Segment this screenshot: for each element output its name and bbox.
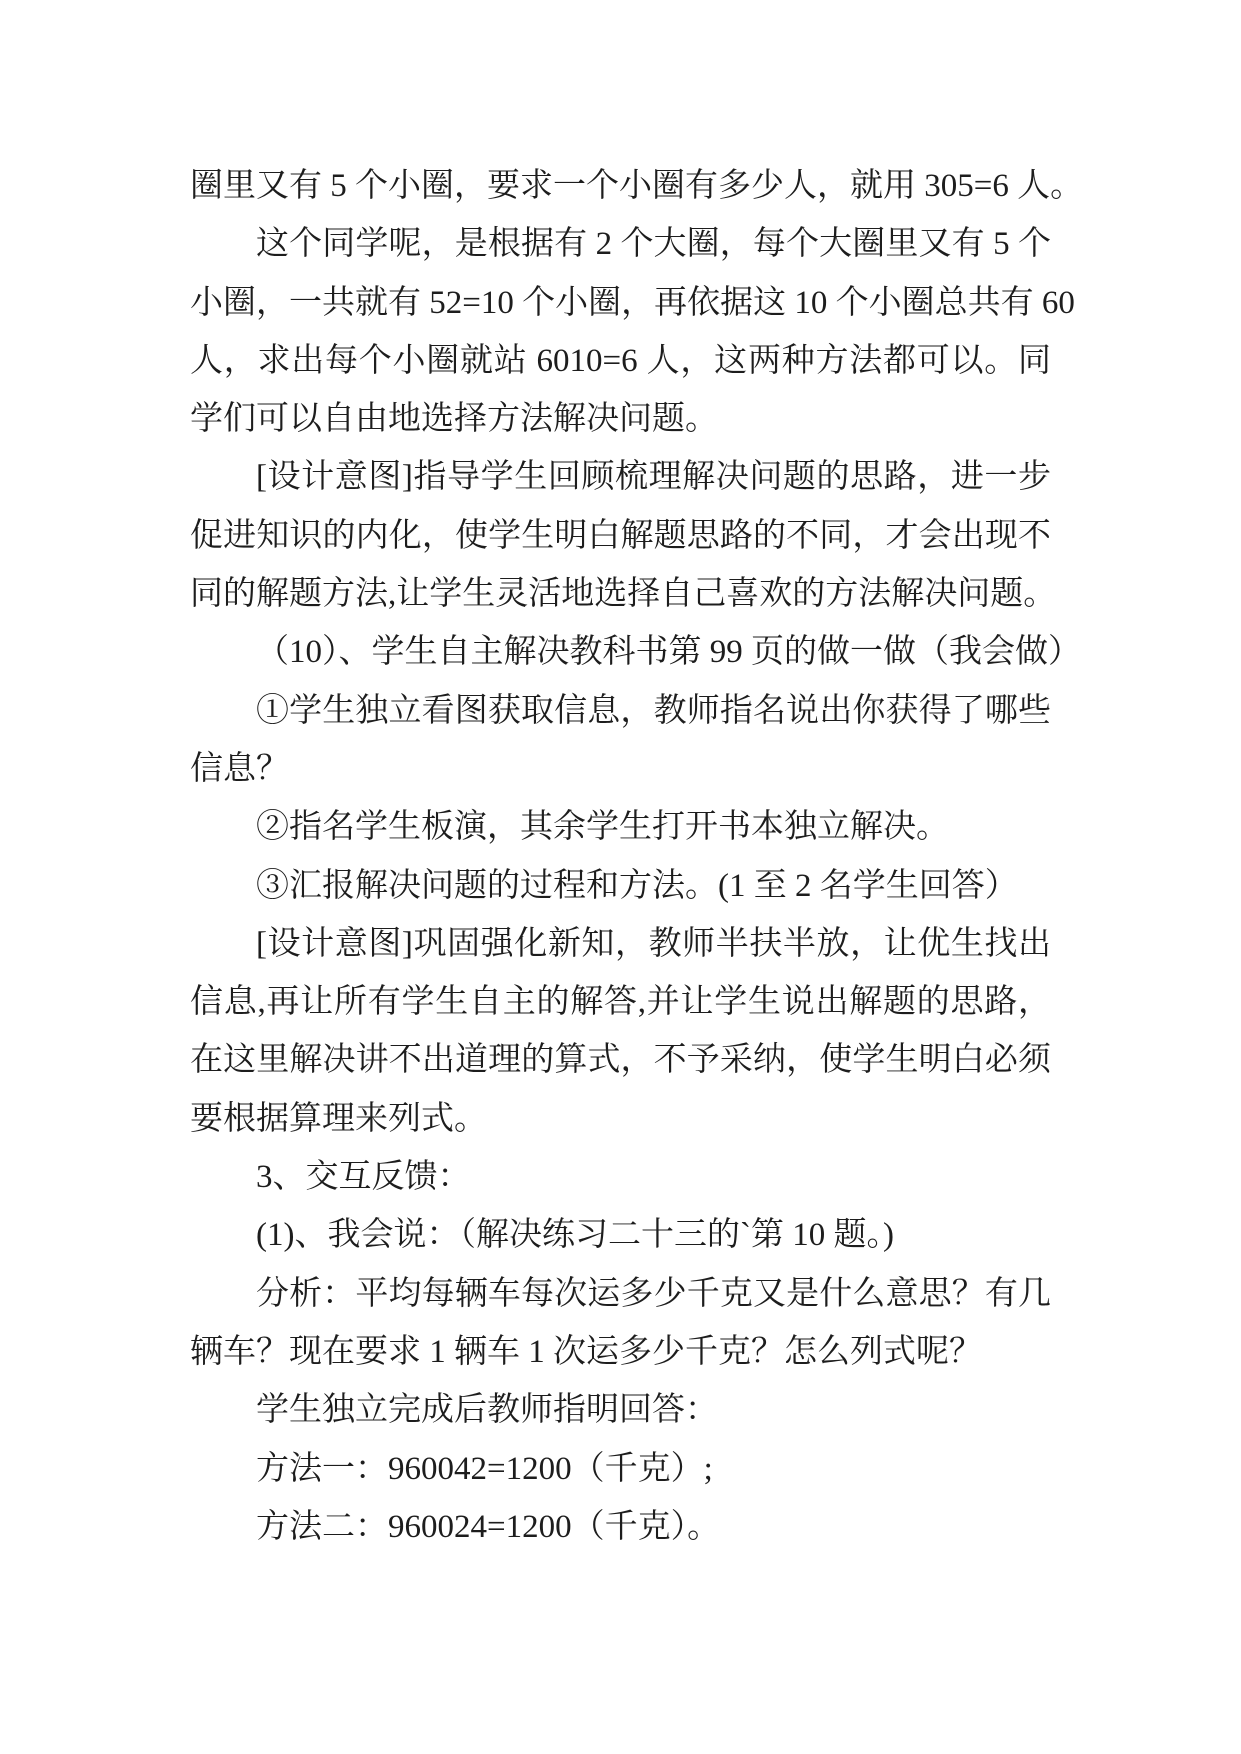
text-line: ②指名学生板演，其余学生打开书本独立解决。 bbox=[256, 809, 949, 846]
text-line: 信息？ bbox=[190, 750, 289, 787]
text-line: （10）、学生自主解决教科书第 99 页的做一做（我会做） bbox=[256, 634, 1081, 671]
text-line: 辆车？现在要求 1 辆车 1 次运多少千克？怎么列式呢？ bbox=[190, 1333, 982, 1370]
text-line: 要根据算理来列式。 bbox=[190, 1100, 487, 1137]
text-line: 分析：平均每辆车每次运多少千克又是什么意思？有几 bbox=[256, 1275, 1051, 1312]
text-line: [设计意图]指导学生回顾梳理解决问题的思路，进一步 bbox=[256, 459, 1051, 496]
text-line: (1)、我会说：（解决练习二十三的`第 10 题。) bbox=[256, 1217, 894, 1254]
text-line: 信息,再让所有学生自主的解答,并让学生说出解题的思路， bbox=[190, 984, 1051, 1021]
text-line: ③汇报解决问题的过程和方法。(1 至 2 名学生回答） bbox=[256, 867, 1018, 904]
text-line: 学生独立完成后教师指明回答： bbox=[256, 1392, 718, 1429]
text-line: 小圈，一共就有 52=10 个小圈，再依据这 10 个小圈总共有 60 bbox=[190, 284, 1075, 321]
text-line: 学们可以自由地选择方法解决问题。 bbox=[190, 401, 718, 438]
text-line: ①学生独立看图获取信息，教师指名说出你获得了哪些 bbox=[256, 692, 1051, 729]
text-line: [设计意图]巩固强化新知，教师半扶半放，让优生找出 bbox=[256, 925, 1051, 962]
text-line: 方法一：960042=1200（千克）; bbox=[256, 1450, 713, 1487]
text-line: 促进知识的内化，使学生明白解题思路的不同，才会出现不 bbox=[190, 517, 1051, 554]
text-line: 人，求出每个小圈就站 6010=6 人，这两种方法都可以。同 bbox=[190, 342, 1051, 379]
text-line: 在这里解决讲不出道理的算式，不予采纳，使学生明白必须 bbox=[190, 1042, 1051, 1079]
text-line: 同的解题方法,让学生灵活地选择自己喜欢的方法解决问题。 bbox=[190, 576, 1057, 613]
text-column bbox=[190, 157, 1084, 1556]
text-line: 3、交互反馈： bbox=[256, 1159, 471, 1196]
text-line: 这个同学呢，是根据有 2 个大圈，每个大圈里又有 5 个 bbox=[256, 226, 1051, 263]
text-line: 方法二：960024=1200（千克）。 bbox=[256, 1508, 721, 1545]
text-line: 圈里又有 5 个小圈，要求一个小圈有多少人，就用 305=6 人。 bbox=[190, 168, 1084, 204]
